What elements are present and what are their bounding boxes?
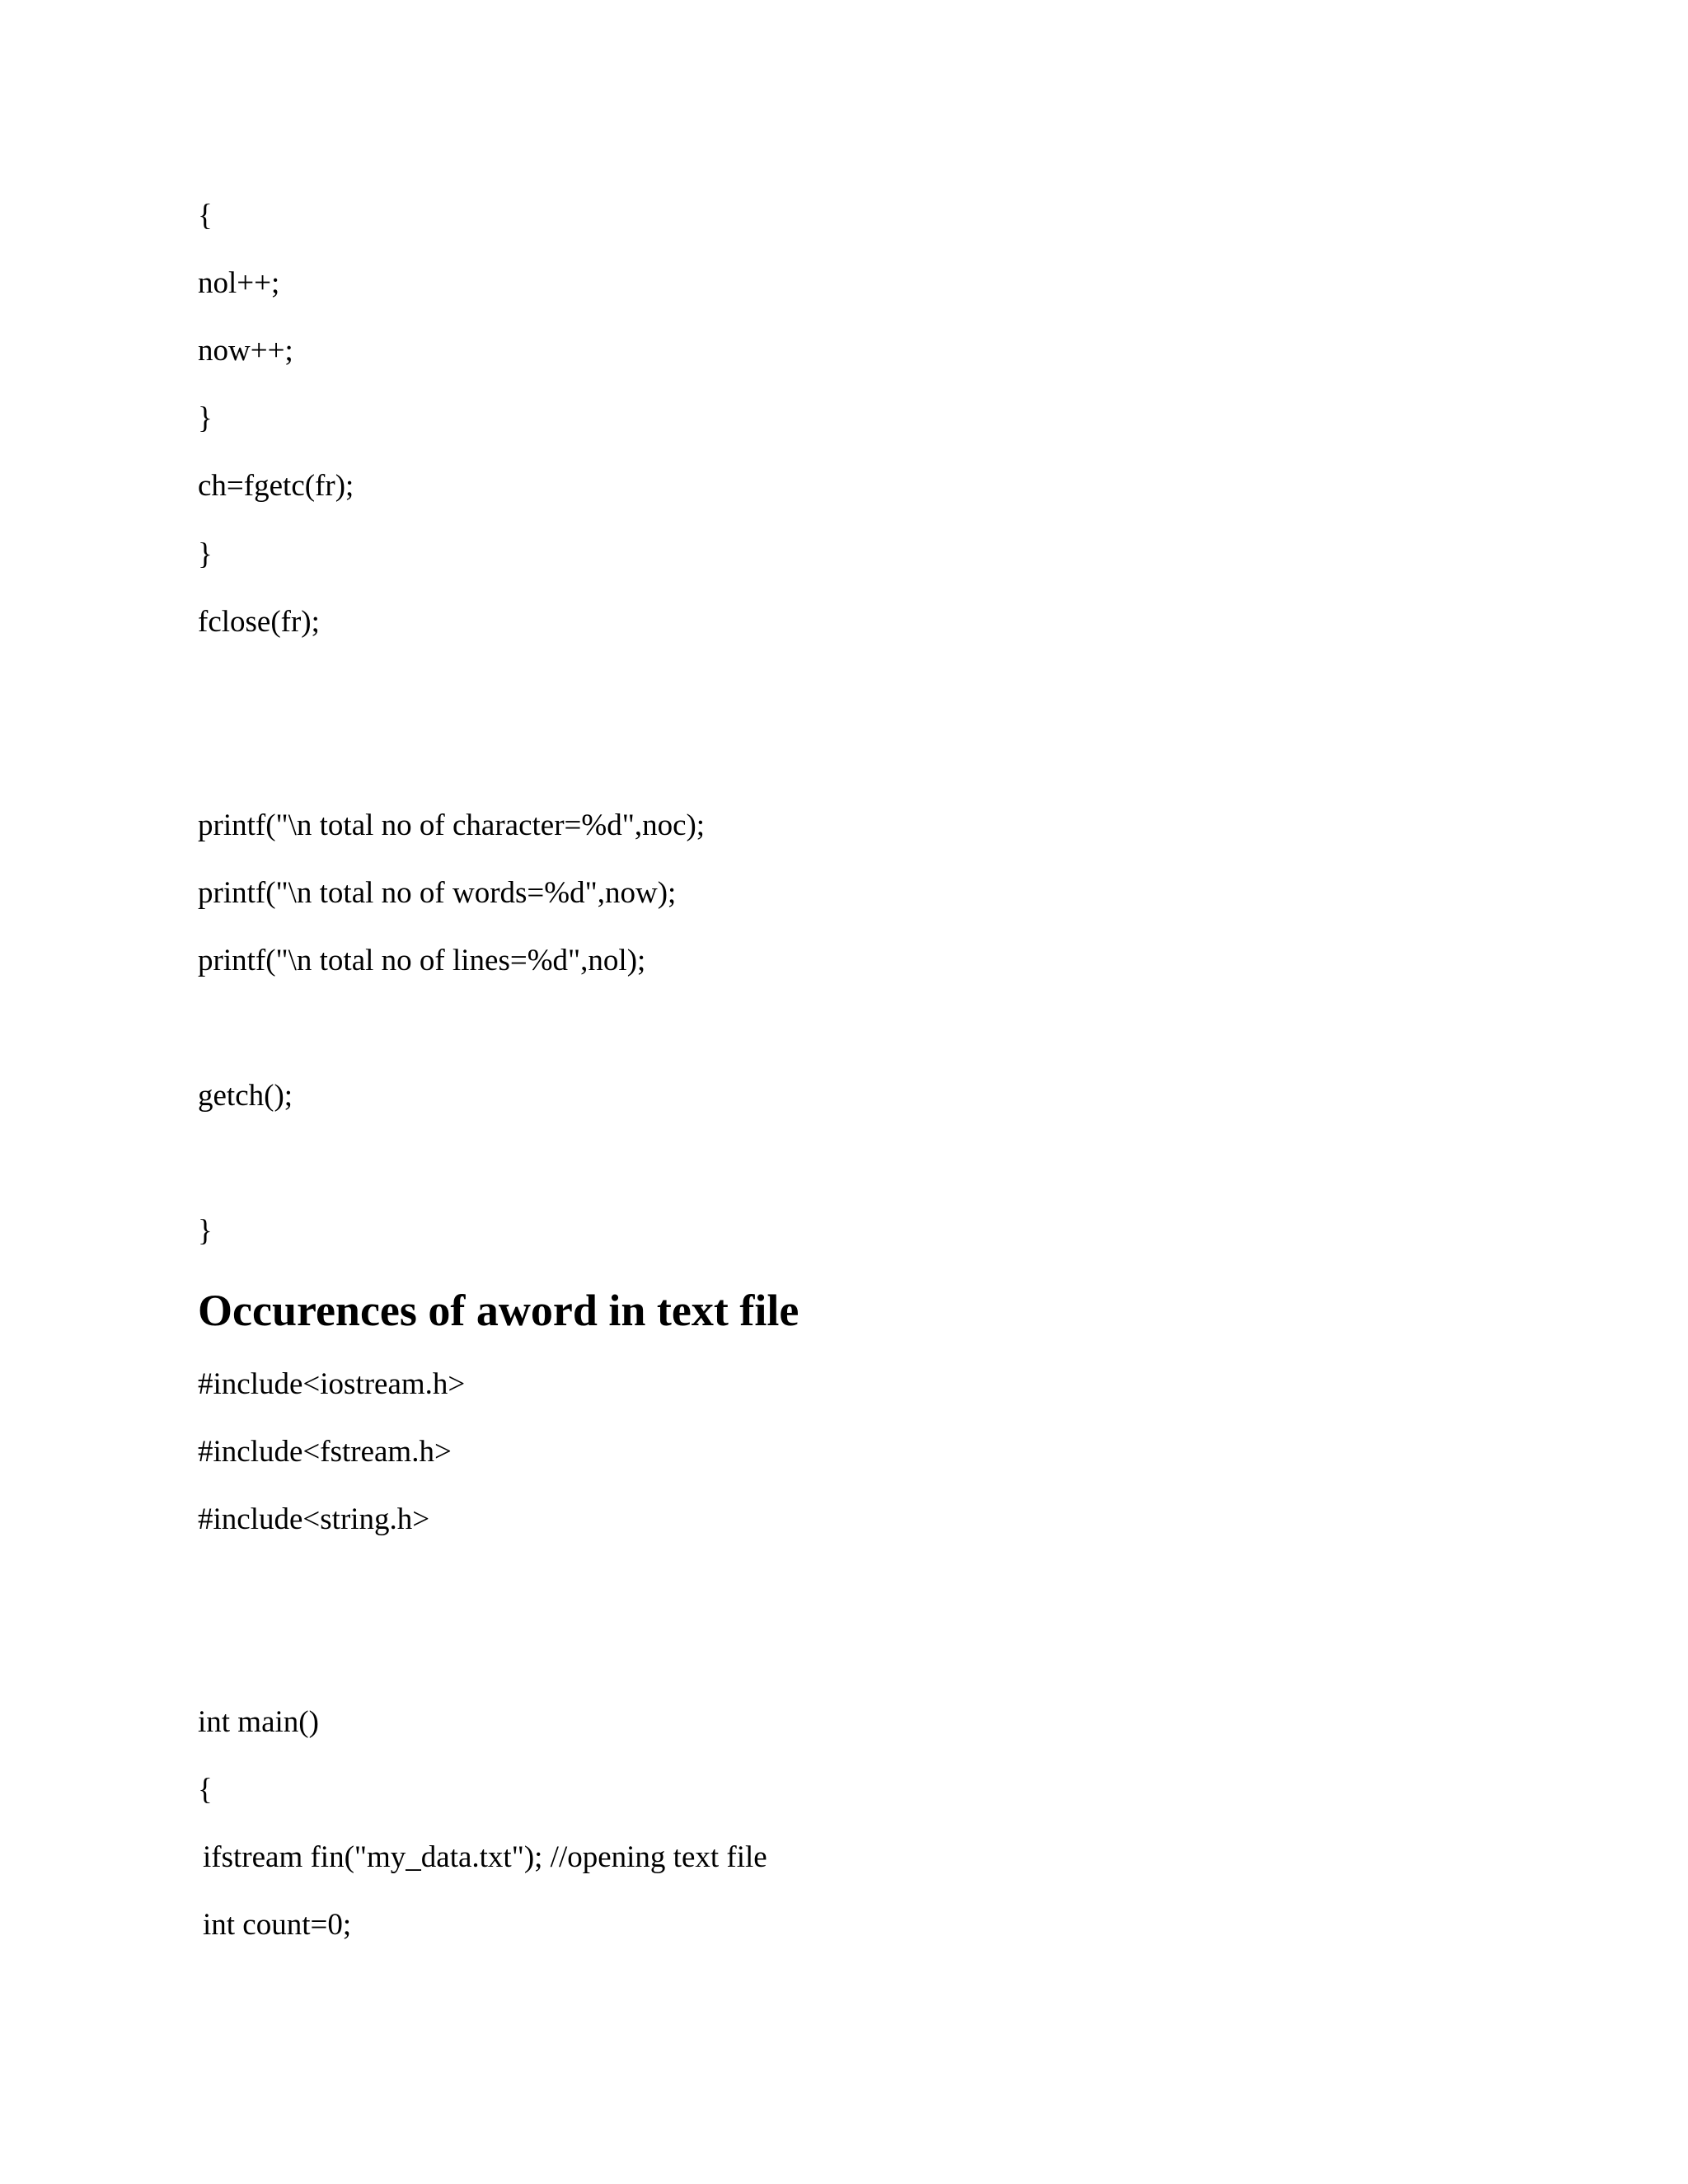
code-line: ch=fgetc(fr); (198, 469, 354, 503)
code-line: ifstream fin("my_data.txt"); //opening text file (203, 1840, 767, 1874)
code-line: #include<iostream.h> (198, 1367, 466, 1401)
code-line: getch(); (198, 1079, 293, 1113)
code-line: nol++; (198, 266, 280, 300)
code-line: printf("\n total no of character=%d",noc); (198, 808, 706, 842)
code-line: { (198, 1773, 213, 1807)
code-line: } (198, 1214, 213, 1248)
code-line: now++; (198, 334, 293, 368)
code-line: printf("\n total no of words=%d",now); (198, 876, 677, 910)
code-line: printf("\n total no of lines=%d",nol); (198, 944, 646, 977)
code-line: #include<fstream.h> (198, 1435, 452, 1469)
section-heading: Occurences of aword in text file (198, 1286, 799, 1335)
code-line: int count=0; (203, 1908, 352, 1942)
code-line: } (198, 537, 213, 571)
code-line: { (198, 199, 213, 232)
code-line: } (198, 401, 213, 435)
code-line: fclose(fr); (198, 605, 320, 639)
code-line: int main() (198, 1705, 319, 1739)
code-line: #include<string.h> (198, 1502, 430, 1536)
